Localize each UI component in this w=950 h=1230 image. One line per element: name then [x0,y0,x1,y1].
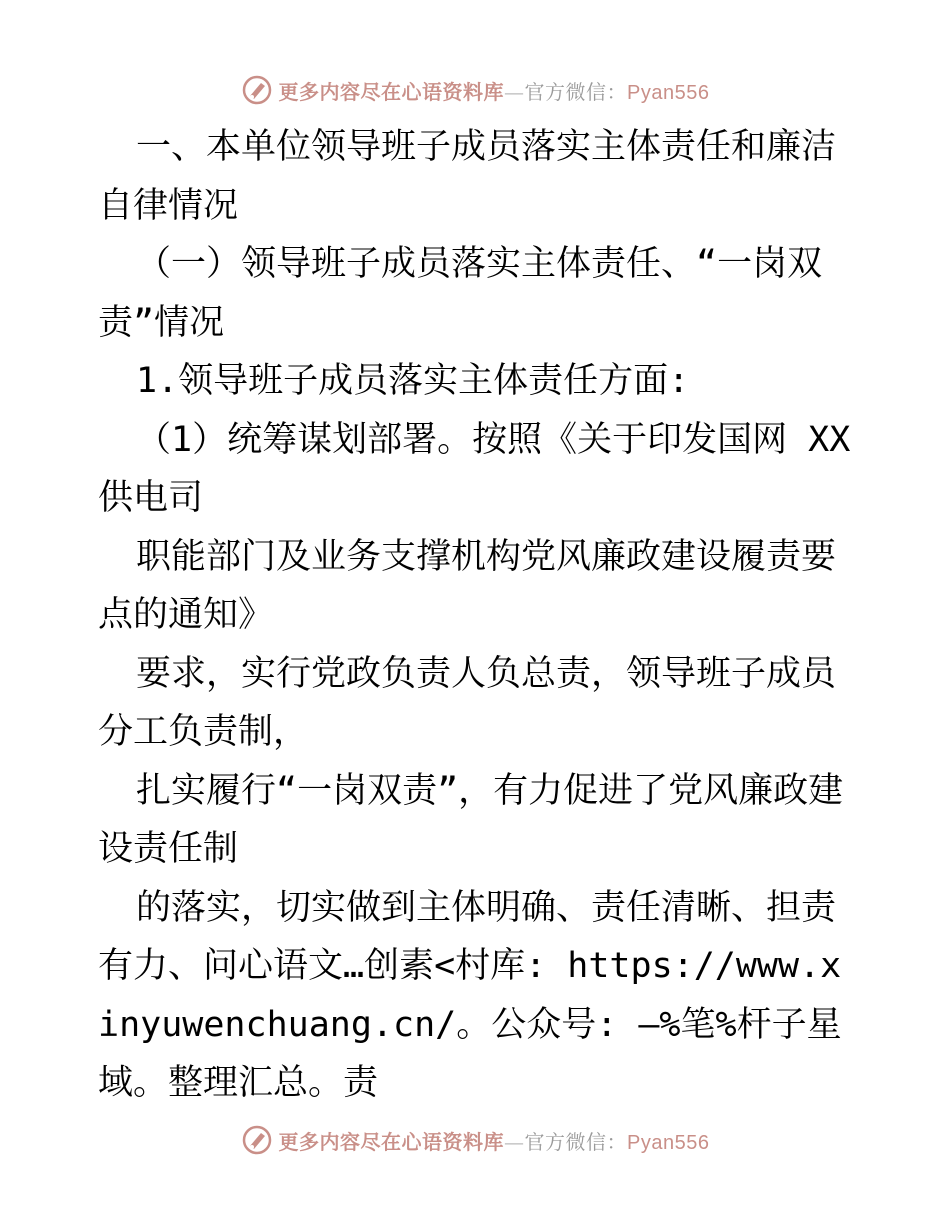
footer-watermark [0,1118,950,1162]
body-paragraph: 的落实，切实做到主体明确、责任清晰、担责有力、问心语文…创素<村库: https://www.xinyuwenchuang.cn/。公众号: —%笔%杆子星域。整理汇总。责 [98,887,842,1103]
watermark-wechat-id: Pyan556 [627,81,710,104]
watermark-text [279,1126,710,1155]
item-heading-1: 1.领导班子成员落实主体责任方面: [136,361,690,401]
body-paragraph: （1）统筹谋划部署。按照《关于印发国网 XX 供电司 [98,419,851,518]
watermark-official-label: 官方微信： [524,79,628,104]
body-paragraph: 要求，实行党政负责人负总责，领导班子成员分工负责制， [98,653,837,752]
body-paragraph: 扎实履行“一岗双责”，有力促进了党风廉政建设责任制 [98,770,844,869]
watermark-brand: 更多内容尽在心语资料库 [278,1129,505,1154]
watermark-wechat-id: Pyan556 [627,1131,710,1154]
document-body [98,118,858,1113]
body-paragraph: 职能部门及业务支撑机构党风廉政建设履责要点的通知》 [98,536,837,635]
watermark-separator: — [504,1129,525,1154]
pen-nib-logo-icon [241,1124,273,1156]
pen-nib-logo-icon [241,74,273,106]
section-heading-1: 一、本单位领导班子成员落实主体责任和廉洁自律情况 [98,127,837,226]
subsection-heading-1: （一）领导班子成员落实主体责任、“一岗双责”情况 [98,244,823,343]
watermark-official-label: 官方微信： [524,1129,628,1154]
watermark-text [279,76,710,105]
header-watermark [0,68,950,112]
watermark-separator: — [504,79,525,104]
watermark-brand: 更多内容尽在心语资料库 [278,79,505,104]
